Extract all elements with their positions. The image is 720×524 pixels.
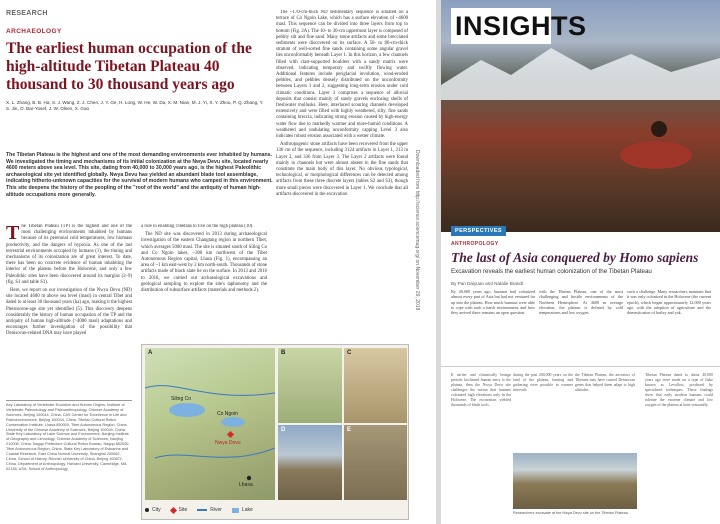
lake-icon: [232, 508, 239, 513]
perspectives-tag: PERSPECTIVES: [451, 226, 506, 236]
affiliations: Key Laboratory of Vertebrate Evolution and Human Origins, Institute of Vertebrate Paleontology and Paleoanthropology, Chinese Academy of Sciences, Beijing 100044, China. CAS Center for Excellence in Life and Paleoenvironment, Beijing 100044, China. Tibetan Cultural Relics Conservation Institute, Lhasa 850000, Tibet Autonomous Region, China. University of the Chinese Academy of Sciences, Beijing 100049, China. State Key Laboratory of Lake Science and Environment, Nanjing Institute of Geography and Limnology, Chinese Academy of Sciences, Nanjing 210008, China. Nagqu Prefecture Cultural Relics Bureau, Nagqu 852000, Tibet Autonomous Region, China. State Key Laboratory of Estuarine and Coastal Research, East China Normal University, Shanghai 200062, China. School of History, Renmin University of China, Beijing 100872, China. Department of Anthropology, Harvard University, Cambridge, MA 02138, USA. School of Anthropology,: [6, 400, 132, 522]
panel-label: E: [347, 427, 352, 433]
legend-city: City: [145, 507, 161, 513]
body-paragraph: The ND site was discovered in 2013 during archaeological investigation of the eastern Changtang region in northern Tibet, which averages 5000 masl. The site is situated south of Siling Co and Co Ngoin lakes, ~300 km northwest of the Tibet Autonomous Region capital, Lhasa (Fig. 1), encompassing an area of ~1 km east-west by 2 km north-south. Thousands of stone artifacts made of black slate lie on the surface. In 2013 and 2016 to 2018, we carried out archaeological excavations and geological sampling to explore the site's taphonomy and the distribution of subsurface artifacts (materials and methods 2).: [141, 232, 267, 294]
body-paragraph: The ~170-cm-thick ND sedimentary sequence is situated on a terrace of Co Ngoin Lake, which has a surface elevation of ~4600 masl. This sequence can be divided into three layers from top to bottom (Fig. 2A). The 10- to 30-cm uppermost layer is composed of pebbly silt and fine sand. Many stone artifacts and some brecciated sediments were discovered on its surface. A 50- to 80-cm-thick stratum of well-sorted fine sands containing some angular gravel lies unconformably beneath Layer 1. In this horizon, a few channels filled with clast-supported boulders with a sandy matrix were observed, indicating temporary and swiftly flowing water. Additional features include periglacial involution, wind-eroded pebbles, and pebbles densely distributed on the unconformity between Layers 1 and 2, suggesting long-term erosion under cold climatic conditions. Layer 3 comprises a sequence of alluvial deposits that consist mainly of sandy gravels enclosing shells of freshwater mollusks. Here, interlaced scouring channels developed extensively and were filled with highly weathered, silty, fine sands containing breccia, indicating strong erosion caused by high-energy water flow due to markedly warmer and more-humid conditions. A weathered and undulating unconformity capping Level 3 also indicates robust erosion associated with a wetter climate.: [276, 10, 408, 140]
place-label: Nwya Devu: [215, 440, 241, 446]
body-column-3: [276, 10, 408, 338]
mountain-silhouette: [441, 40, 720, 100]
body-paragraph: Anthropogenic stone artifacts have been recovered from the upper 136 cm of the sequence, including 3124 artifacts in Layer 1, 213 in Layer 2, and 336 from Layer 3. The Layer 2 artifacts were found mainly in channels but were almost absent in the fine sands that constitute the main body of this layer. No obvious typological, technological, or morphological differences can be detected among artifacts from these three discrete layers (tables S2 and S3), though more small pieces were discovered in Layer 1. We conclude that all artifacts discovered in the excavation: [276, 142, 408, 197]
river-line: [145, 386, 275, 396]
city-marker: [247, 476, 251, 480]
right-body-column: By 40,000 years ago, humans had colonized almost every part of Asia but had not ventured far up into the plateau. How much humans were able to cope with such a harsh environment, and how they arrived there remains an open question.: [451, 289, 535, 316]
panel-label: B: [281, 350, 286, 356]
map-panel-c: [344, 348, 407, 423]
excavation-photo: [513, 453, 637, 509]
legend-site: Site: [171, 507, 188, 513]
person-figure: [611, 95, 701, 175]
right-body-column: with the Tibetan Plateau, one of the most challenging and hostile environments of the Northern Hemisphere. At 4600 m average elevation, the plateau is defined by cold temperatures and low oxygen.: [539, 289, 623, 316]
lower-page: [441, 366, 720, 524]
body-paragraph: a role in enabling Tibetans to live on the high plateau (10).: [141, 224, 254, 229]
right-article-page: [441, 0, 720, 524]
section-tag: RESEARCH: [6, 10, 48, 17]
place-label: Lhasa: [239, 482, 253, 488]
site-icon: [170, 506, 177, 513]
right-byline: By Pan Daiyuan and Natalie Brandt: [451, 281, 524, 286]
figure-1: [141, 344, 409, 520]
right-body-column: such a challenge. Many researchers maintain that it was only colonized in the Holocene (the current epoch), which began approximately 12,000 years ago, with the adoption of agriculture and the domestication of barley and yak.: [627, 289, 711, 316]
download-note: Downloaded from http://science.sciencemag.org/ on November 29, 2018: [414, 150, 420, 311]
photo-panel-e: [344, 425, 407, 500]
legend-lake: Lake: [232, 507, 253, 513]
drop-cap: T: [6, 224, 20, 244]
head: [651, 121, 667, 137]
river-icon: [197, 509, 207, 511]
panel-label: A: [148, 350, 153, 356]
lake-co-ngoin: [221, 417, 245, 427]
red-robe: [620, 141, 692, 169]
cover-photo: [441, 0, 720, 232]
panel-label: C: [347, 350, 352, 356]
author-list: X. L. Zhang, B. B. Ha, S. J. Wang, Z. J. Chen, J. Y. Ge, H. Long, W. He, W. Da, X. M. Nian, M. J. Yi, X. Y. Zhou, P. Q. Zhang, Y. S. Jin, O. Bar-Yosef, J. W. Olsen, X. Gao: [6, 100, 264, 112]
lower-column: If earlier and climatically benign periods facilitated human entry to the plateau, then the Nwya Devu site challenges the notion that humans colonized high elevations only in the Holocene. The excavation yielded thousands of blade tools.: [451, 373, 511, 407]
lower-column: Tibetan Plateau dated to about 40,000 years ago were made on a type of flake known as Levallois, produced by specialized techniques. These findings show that early modern humans could tolerate the extreme climate and low oxygen of the plateau at least seasonally.: [645, 373, 713, 407]
right-rubric: ANTHROPOLOGY: [451, 241, 499, 247]
right-subtitle: Excavation reveals the earliest human colonization of the Tibetan Plateau: [451, 268, 652, 275]
article-rubric: ARCHAEOLOGY: [6, 28, 62, 35]
site-marker: [227, 431, 234, 438]
lower-column: the Tibetan Plateau, the ancestors of Tibetans may have carried Denisovan genes that helped them adapt to high altitudes.: [575, 373, 635, 392]
photo-caption: Researchers excavate at the Nwya Devu site on the Tibetan Plateau.: [513, 511, 629, 515]
place-label: Co Ngoin: [217, 411, 238, 417]
city-icon: [145, 508, 149, 512]
panel-label: D: [281, 427, 286, 433]
place-label: Siling Co: [171, 396, 192, 402]
body-paragraph: Here, we report on our investigation of the Nwya Devu (ND) site located 4600 m above sea level (masl) in central Tibet and dated to at least 30 thousand years (ka) ago, making it the highest Pleistocene-age site yet identified (5). This discovery deepens considerably the history of human occupation of the TP and the antiquity of human high-altitude (>4000 masl) adaptations and encourages further investigation of the possibility that Denisovan-related DNA may have played: [6, 288, 132, 337]
insights-header: INSIGHTS: [455, 11, 587, 41]
lower-column: during the past 200,000 years on the land of the plateau, hunting and gathering were possible in warmer intervals.: [513, 373, 573, 392]
photo-panel-d: [278, 425, 342, 500]
body-paragraph: The Tibetan Plateau (TP) is the highest and one of the most challenging environments inhabited by humans because of its perennial cold temperatures, low biomass productivity, and the dangers of hypoxia. As one of the last terrestrial environments occupied by humans (1), the timing and mechanisms of its colonization are of great interest. To date, there has been no concrete evidence of human inhabiting the interior of the plateau before the Holocene, and only a few Paleolithic sites have been discovered around its margins (2–9) (fig. S1 and table S1).: [6, 224, 132, 285]
map-a-graphic: [145, 348, 275, 500]
map-legend: [145, 503, 407, 517]
map-panel-a: [145, 348, 275, 500]
river-line: [155, 448, 275, 458]
map-panel-b: [278, 348, 342, 423]
right-title: The last of Asia conquered by Homo sapiens: [451, 250, 699, 265]
article-title: The earliest human occupation of the high-altitude Tibetan Plateau 40 thousand to 30 thousand years ago: [6, 40, 252, 93]
legend-river: River: [197, 507, 222, 513]
snow-peaks: [441, 48, 720, 100]
body-column-1: [6, 224, 132, 394]
abstract: The Tibetan Plateau is the highest and one of the most demanding environments ever inhabited by humans. We investigated the timing and mechanisms of its initial colonization at the Nwya Devu site, located nearly 4600 meters above sea level. This site, dating from 40,000 to 30,000 years ago, is the highest Paleolithic archaeological site yet identified globally. Nwya Devu has yielded an abundant blade tool assemblage, indicating hitherto-unknown capacities for the survival of modern humans who camped in this environment. This site deepens the history of the peopling of the "roof of the world" and the antiquity of human high-altitude occupations more generally.: [6, 152, 273, 198]
lake-siling-co: [169, 403, 205, 417]
